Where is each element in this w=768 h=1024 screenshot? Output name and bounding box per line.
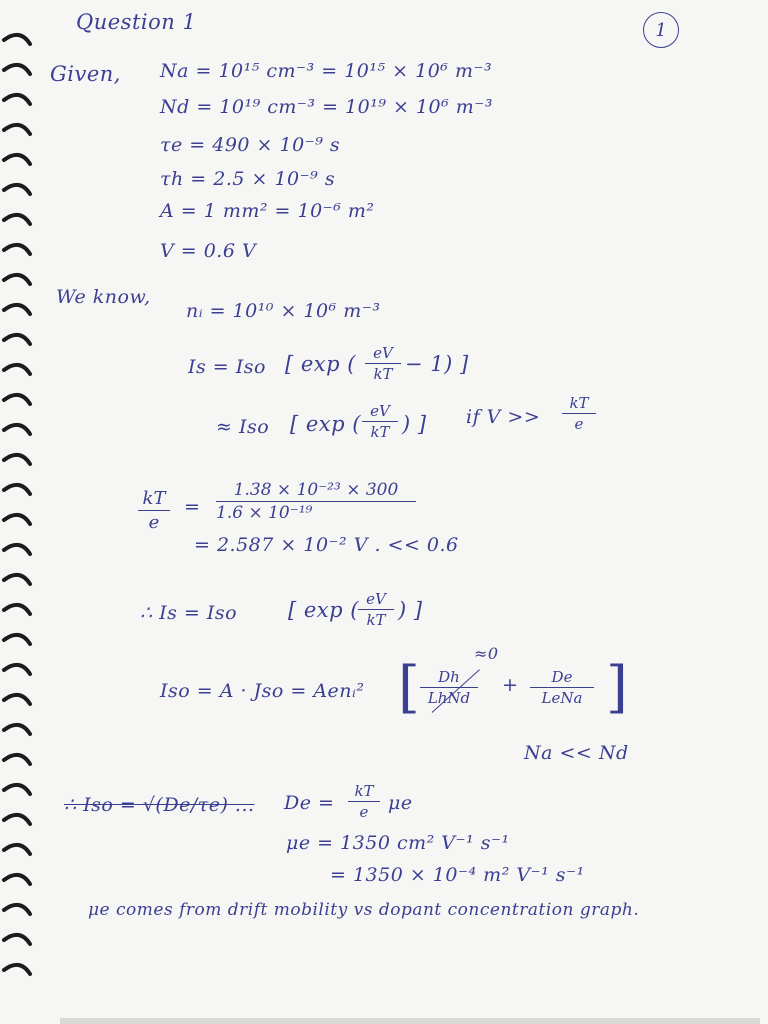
given-tau-e: τe = 490 × 10⁻⁹ s (160, 134, 341, 156)
kt-calc-numerator: 1.38 × 10⁻²³ × 300 (233, 480, 399, 500)
fraction-denominator: e (148, 512, 160, 533)
approx-bracket: [ exp ( (290, 412, 361, 436)
negligible-mark: ≈0 (474, 644, 499, 663)
fraction-denominator: kT (373, 365, 393, 383)
is-equation-close: − 1) ] (405, 352, 469, 376)
fraction-denominator: e (574, 415, 584, 433)
hole-term-numerator: Dh (438, 668, 460, 686)
kt-over-e-fraction (138, 488, 170, 533)
given-voltage: V = 0.6 V (160, 240, 257, 262)
condition-fraction (562, 394, 596, 433)
hole-term-denominator: LhNd (427, 689, 471, 707)
page-number: 1 (643, 12, 679, 48)
is-final-fraction (358, 590, 394, 629)
mobility-value-m: = 1350 × 10⁻⁴ m² V⁻¹ s⁻¹ (330, 864, 585, 886)
doping-condition: Na << Nd (524, 742, 629, 764)
electron-term-denominator: LeNa (541, 689, 583, 707)
we-know-label: We know, (56, 286, 151, 308)
approx-condition: if V >> (466, 406, 541, 428)
de-lhs: De = (284, 792, 335, 814)
mobility-value-cm: μe = 1350 cm² V⁻¹ s⁻¹ (286, 832, 510, 854)
page-bottom-edge (60, 1018, 760, 1024)
struck-out-expression: ∴ Iso = √(De/τe) ... (64, 794, 255, 816)
kt-calc-denominator: 1.6 × 10⁻¹⁹ (216, 503, 313, 523)
given-label: Given, (50, 62, 121, 86)
given-na: Na = 10¹⁵ cm⁻³ = 10¹⁵ × 10⁶ m⁻³ (160, 60, 493, 82)
electron-term-fraction (530, 668, 594, 707)
fraction-numerator: eV (366, 590, 386, 608)
fraction-numerator: eV (370, 402, 390, 420)
question-title: Question 1 (76, 10, 197, 34)
approx-exponent-fraction (362, 402, 398, 441)
kt-calc-fraction (216, 480, 416, 523)
fraction-numerator: kT (354, 782, 374, 800)
fraction-numerator: kT (142, 488, 166, 509)
given-nd: Nd = 10¹⁹ cm⁻³ = 10¹⁹ × 10⁶ m⁻³ (160, 96, 493, 118)
electron-term-numerator: De (551, 668, 573, 686)
notebook-page: Question 1 1 Given, Na = 10¹⁵ cm⁻³ = 10¹⁵ × 10⁶ m⁻³ Nd = 10¹⁹ cm⁻³ = 10¹⁹ × 10⁶ m⁻³ τe = 490 × 10⁻⁹ s τh = 2.5 × 10⁻⁹ s A = 1 mm² = 10⁻⁶ m² V = 0.6 V We know, nᵢ = 10¹⁰ × 10⁶ m⁻³ Is = Iso [ exp ( eV kT − 1) ] ≈ Iso [ exp ( eV kT ) ] if V >> kT e kT e = 1.38 × 10⁻²³ × 300 1.6 × 10⁻¹⁹ = 2.587 × 10⁻² V . << 0.6 ∴ Is = Iso [ exp ( eV kT ) ] Iso = A · Jso = Aenᵢ² [ Dh LhNd ≈0 + De LeNa ] Na << Nd ∴ Iso = √(De/τe) ... De = kT e μe μe = 1350 cm² V⁻¹ s⁻¹ = 1350 × 10⁻⁴ m² V⁻¹ s⁻¹ μe comes from drift mobility vs dopant concentration graph. (0, 0, 768, 1024)
iso-plus: + (502, 674, 519, 696)
is-final-lhs: ∴ Is = Iso (140, 602, 238, 624)
mobility-source-note: μe comes from drift mobility vs dopant concentration graph. (88, 900, 640, 920)
intrinsic-concentration: nᵢ = 10¹⁰ × 10⁶ m⁻³ (186, 300, 381, 322)
is-final-close: ) ] (398, 598, 423, 622)
de-mobility: μe (388, 792, 413, 814)
approx-lhs: ≈ Iso (216, 416, 270, 438)
kt-calc-result: = 2.587 × 10⁻² V . << 0.6 (194, 534, 459, 556)
is-exponent-fraction (365, 344, 401, 383)
is-equation-bracket: [ exp ( (285, 352, 356, 376)
is-equation-lhs: Is = Iso (188, 356, 266, 378)
hole-term-fraction (420, 668, 478, 707)
de-fraction (348, 782, 380, 821)
fraction-denominator: kT (366, 611, 386, 629)
fraction-numerator: eV (373, 344, 393, 362)
spiral-binding (0, 0, 40, 1024)
iso-lhs: Iso = A · Jso = Aenᵢ² (160, 680, 365, 702)
approx-close: ) ] (402, 412, 427, 436)
given-tau-h: τh = 2.5 × 10⁻⁹ s (160, 168, 336, 190)
is-final-bracket: [ exp ( (288, 598, 359, 622)
fraction-denominator: e (359, 803, 369, 821)
given-area: A = 1 mm² = 10⁻⁶ m² (160, 200, 375, 222)
fraction-numerator: kT (569, 394, 589, 412)
fraction-denominator: kT (370, 423, 390, 441)
